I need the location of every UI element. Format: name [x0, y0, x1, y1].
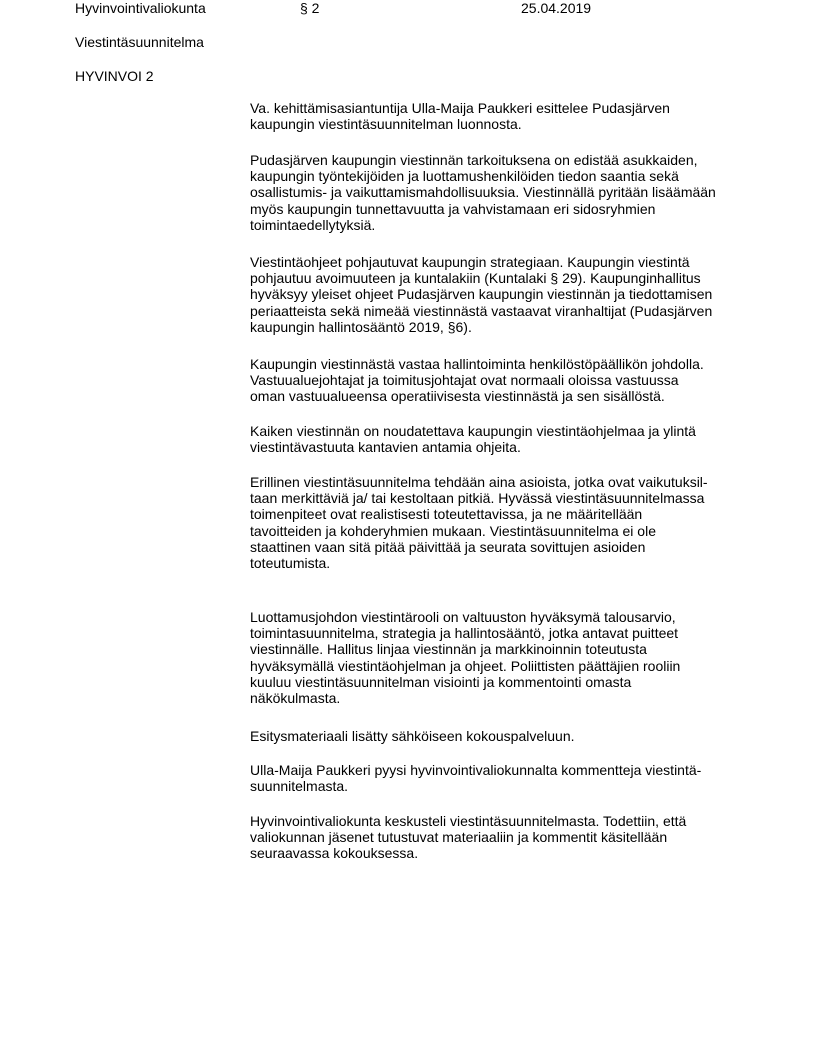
body-paragraph-4: Kaupungin viestinnästä vastaa hallintoiminta henkilöstöpäällikön johdolla. Vastuualuejohtajat ja toimitusjohtajat ovat normaali oloissa vastuussa oman vastuualueensa operatiivisesta viestinnästä ja sen sisällöstä.	[250, 356, 704, 405]
body-paragraph-9: Ulla-Maija Paukkeri pyysi hyvinvointivaliokunnalta kommentteja viestintä- suunnitelmasta.	[250, 762, 702, 795]
body-paragraph-2: Pudasjärven kaupungin viestinnän tarkoituksena on edistää asukkaiden, kaupungin työntekijöiden ja luottamushenkilöiden tiedon saantia sekä osallistumis- ja vaikuttamismahdollisuuksia. Viestinnällä pyritään lisäämään myös kaupungin tunnettavuutta ja vahvistamaan eri sidosryhmien toimintaedellytyksiä.	[250, 152, 716, 233]
body-paragraph-10: Hyvinvointivaliokunta keskusteli viestintäsuunnitelmasta. Todettiin, että valiokunnan jäsenet tutustuvat materiaaliin ja kommentit käsitellään seuraavassa kokouksessa.	[250, 813, 687, 862]
meeting-date: 25.04.2019	[521, 0, 592, 16]
body-paragraph-7: Luottamusjohdon viestintärooli on valtuuston hyväksymä talousarvio, toimintasuunnitelma, strategia ja hallintosääntö, jotka antavat puitteet viestinnälle. Hallitus linjaa viestinnän ja markkinoinnin toteutusta hyväksymällä viestintäohjelman ja ohjeet. Poliittisten päättäjien rooliin kuuluu viestintäsuunnitelman visiointi ja kommentointi omasta näkökulmasta.	[250, 609, 681, 707]
body-paragraph-1: Va. kehittämisasiantuntija Ulla-Maija Paukkeri esittelee Pudasjärven kaupungin viestintäsuunnitelman luonnosta.	[250, 100, 670, 133]
body-paragraph-8: Esitysmateriaali lisätty sähköiseen kokouspalveluun.	[250, 728, 575, 744]
section-number: § 2	[300, 0, 320, 16]
committee-name: Hyvinvointivaliokunta	[75, 0, 206, 16]
body-paragraph-3: Viestintäohjeet pohjautuvat kaupungin strategiaan. Kaupungin viestintä pohjautuu avoimuuteen ja kuntalakiin (Kuntalaki § 29). Kaupunginhallitus hyväksyy yleiset ohjeet Pudasjärven kaupungin viestinnän ja tiedottamisen periaatteista sekä nimeää viestinnästä vastaavat viranhaltijat (Pudasjärven kaupungin hallintosääntö 2019, §6).	[250, 254, 713, 335]
body-paragraph-5: Kaiken viestinnän on noudatettava kaupungin viestintäohjelmaa ja ylintä viestintävastuuta kantavien antamia ohjeita.	[250, 423, 696, 456]
subject-title: Viestintäsuunnitelma	[75, 34, 204, 50]
body-paragraph-6: Erillinen viestintäsuunnitelma tehdään aina asioista, jotka ovat vaikutuksil- taan merkittäviä ja/ tai kestoltaan pitkiä. Hyvässä viestintäsuunnitelmassa toimenpiteet ovat realistisesti toteutettavissa, ja ne määritellään tavoitteiden ja kohderyhmien mukaan. Viestintäsuunnitelma ei ole staattinen vaan sitä pitää päivittää ja seurata sovittujen asioiden toteutumista.	[250, 474, 708, 572]
reference-code: HYVINVOI 2	[75, 68, 154, 84]
